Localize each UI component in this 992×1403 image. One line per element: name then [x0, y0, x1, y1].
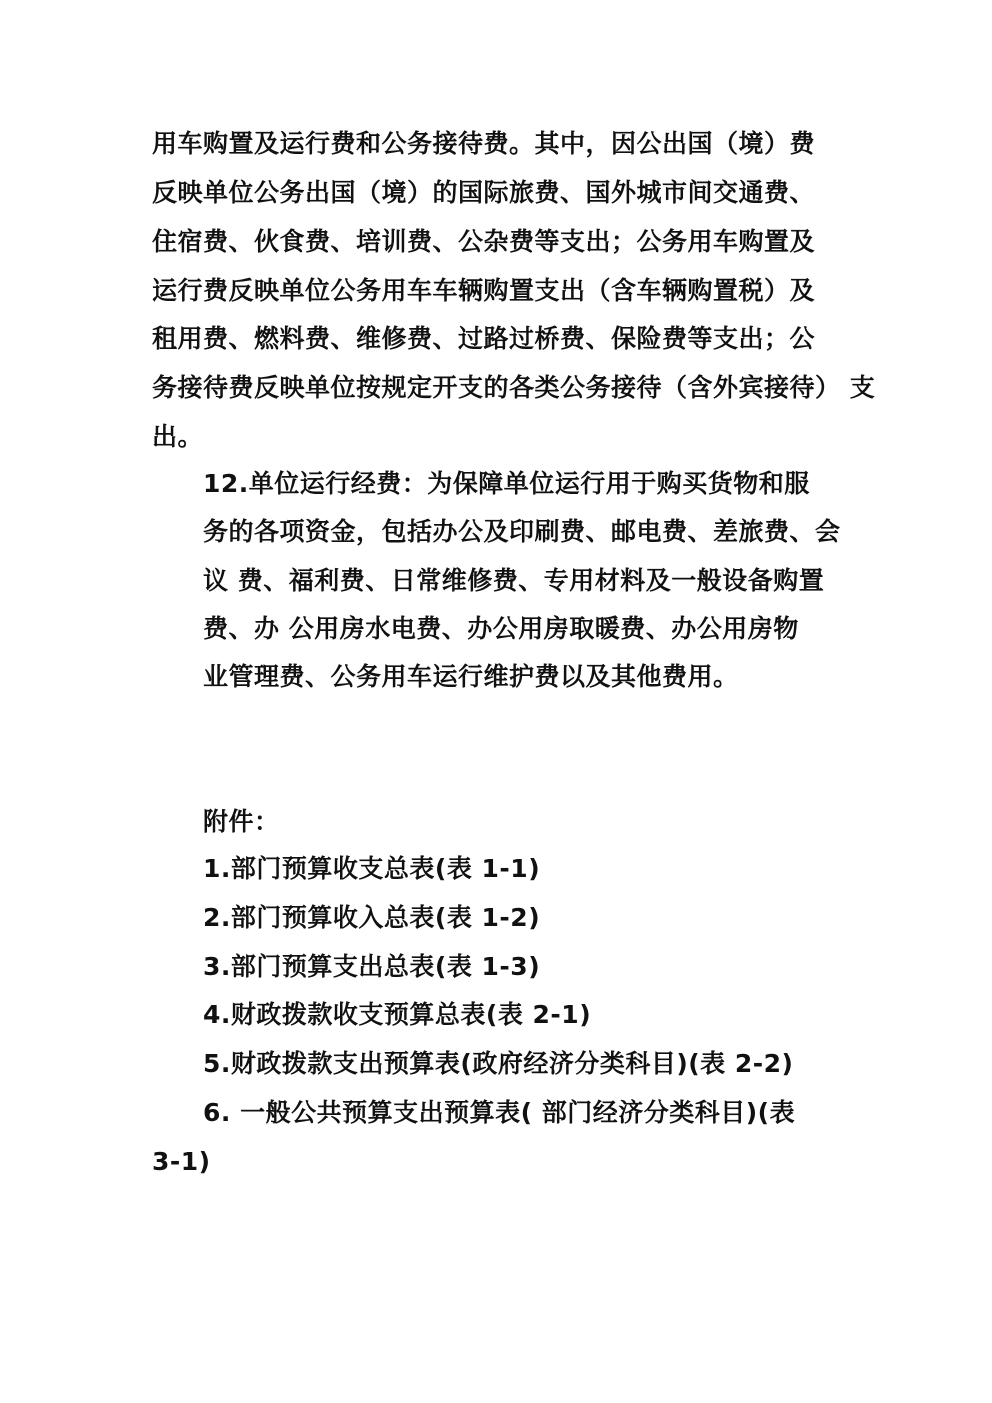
attachments-heading: 附件：	[203, 807, 280, 836]
attachment-item-2: 2.部门预算收入总表(表 1-2)	[203, 903, 541, 932]
paragraph-1-line-5: 租用费、燃料费、维修费、过路过桥费、保险费等支出；公	[152, 324, 816, 353]
paragraph-1-line-2: 反映单位公务出国（境）的国际旅费、国外城市间交通费、	[152, 178, 816, 207]
attachment-item-4: 4.财政拨款收支预算总表(表 2-1)	[203, 1000, 592, 1029]
paragraph-1-line-7: 出。	[152, 422, 204, 451]
paragraph-1-line-3: 住宿费、伙食费、培训费、公杂费等支出；公务用车购置及	[152, 227, 816, 256]
attachment-item-6-continuation: 3-1)	[152, 1147, 211, 1176]
paragraph-2-line-5: 业管理费、公务用车运行维护费以及其他费用。	[203, 662, 739, 691]
paragraph-2-line-3: 议 费、福利费、日常维修费、专用材料及一般设备购置	[203, 566, 825, 595]
paragraph-1-line-6: 务接待费反映单位按规定开支的各类公务接待（含外宾接待） 支	[152, 373, 876, 402]
paragraph-2-line-2: 务的各项资金，包括办公及印刷费、邮电费、差旅费、会	[203, 517, 841, 546]
paragraph-1-line-4: 运行费反映单位公务用车车辆购置支出（含车辆购置税）及	[152, 276, 816, 305]
paragraph-2-line-4: 费、办 公用房水电费、办公用房取暖费、办公用房物	[203, 614, 799, 643]
attachment-item-1: 1.部门预算收支总表(表 1-1)	[203, 854, 541, 883]
attachment-item-3: 3.部门预算支出总表(表 1-3)	[203, 952, 541, 981]
attachment-item-6: 6. 一般公共预算支出预算表( 部门经济分类科目)(表	[203, 1098, 796, 1127]
paragraph-2-line-1: 12.单位运行经费：为保障单位运行用于购买货物和服	[203, 469, 810, 498]
attachment-item-5: 5.财政拨款支出预算表(政府经济分类科目)(表 2-2)	[203, 1049, 794, 1078]
paragraph-1-line-1: 用车购置及运行费和公务接待费。其中，因公出国（境）费	[152, 129, 816, 158]
